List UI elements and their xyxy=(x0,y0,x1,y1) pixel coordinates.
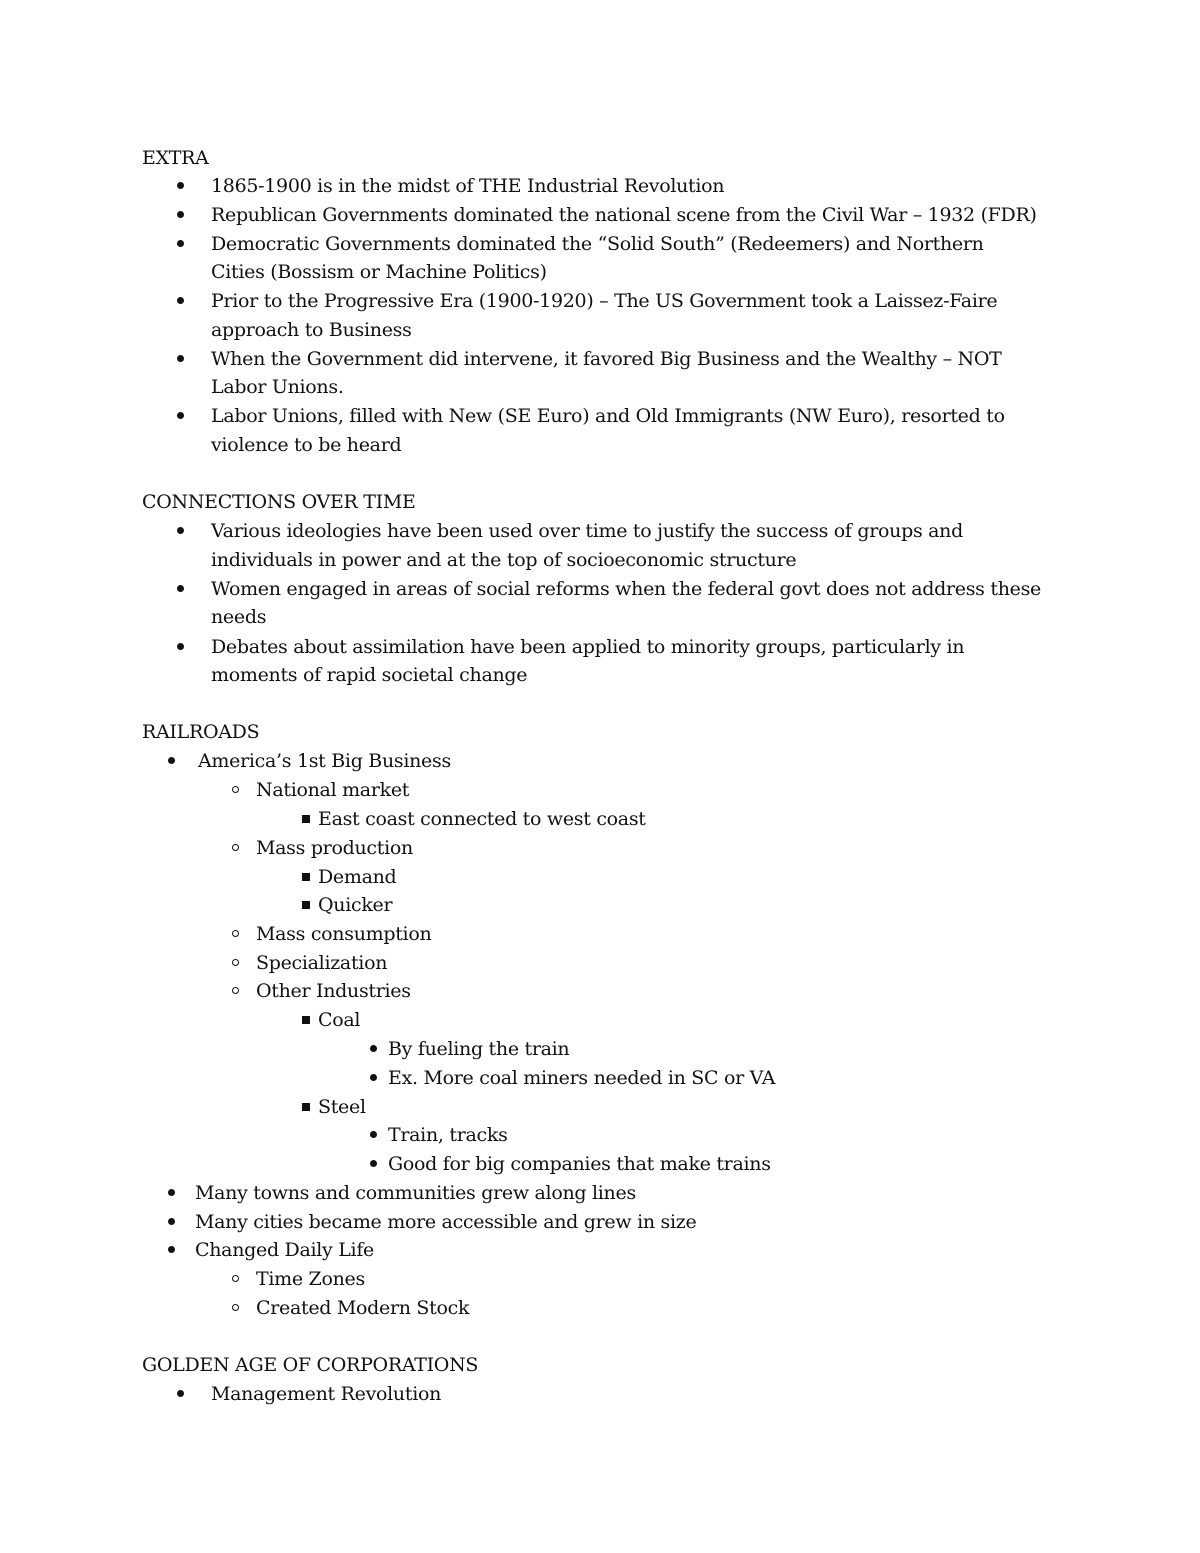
list-item-continuation: approach to Business xyxy=(211,319,412,341)
bullet-icon xyxy=(370,1131,377,1138)
list-item: Women engaged in areas of social reforms when the federal govt does not address these xyxy=(211,578,1041,600)
list-item: Democratic Governments dominated the “Solid South” (Redeemers) and Northern xyxy=(211,233,984,255)
circle-bullet-icon xyxy=(232,786,239,793)
list-item: Created Modern Stock xyxy=(256,1297,470,1319)
bullet-icon xyxy=(177,211,184,218)
list-item: Changed Daily Life xyxy=(195,1239,375,1261)
list-item: Quicker xyxy=(318,894,393,916)
bullet-icon xyxy=(177,240,184,247)
bullet-icon xyxy=(168,1246,175,1253)
bullet-icon xyxy=(370,1074,377,1081)
square-bullet-icon xyxy=(302,1103,310,1111)
list-item-continuation: individuals in power and at the top of socioeconomic structure xyxy=(211,549,797,571)
list-item-continuation: moments of rapid societal change xyxy=(211,664,528,686)
list-item: Mass production xyxy=(256,837,413,859)
list-item: When the Government did intervene, it favored Big Business and the Wealthy – NOT xyxy=(211,348,1002,370)
list-item: Other Industries xyxy=(256,980,411,1002)
square-bullet-icon xyxy=(302,1016,310,1024)
list-item: Good for big companies that make trains xyxy=(388,1153,771,1175)
section-title-golden-age-of-corporations: GOLDEN AGE OF CORPORATIONS xyxy=(142,1354,479,1376)
list-item: Steel xyxy=(318,1096,366,1118)
section-title-extra: EXTRA xyxy=(142,147,209,169)
circle-bullet-icon xyxy=(232,987,239,994)
list-item: Many cities became more accessible and grew in size xyxy=(195,1211,697,1233)
list-item: Train, tracks xyxy=(388,1124,508,1146)
square-bullet-icon xyxy=(302,815,310,823)
bullet-icon xyxy=(177,182,184,189)
list-item: Republican Governments dominated the national scene from the Civil War – 1932 (FDR) xyxy=(211,204,1037,226)
list-item: East coast connected to west coast xyxy=(318,808,646,830)
list-item: Ex. More coal miners needed in SC or VA xyxy=(388,1067,776,1089)
bullet-icon xyxy=(177,527,184,534)
list-item: National market xyxy=(256,779,410,801)
list-item-continuation: Labor Unions. xyxy=(211,376,344,398)
list-item: Various ideologies have been used over time to justify the success of groups and xyxy=(211,520,963,542)
square-bullet-icon xyxy=(302,873,310,881)
circle-bullet-icon xyxy=(232,1304,239,1311)
list-item-continuation: violence to be heard xyxy=(211,434,402,456)
bullet-icon xyxy=(177,1390,184,1397)
list-item: Management Revolution xyxy=(211,1383,442,1405)
list-item: Debates about assimilation have been applied to minority groups, particularly in xyxy=(211,636,965,658)
list-item: Labor Unions, filled with New (SE Euro) and Old Immigrants (NW Euro), resorted to xyxy=(211,405,1005,427)
list-item: America’s 1st Big Business xyxy=(198,750,451,772)
bullet-icon xyxy=(177,643,184,650)
circle-bullet-icon xyxy=(232,1275,239,1282)
list-item: Prior to the Progressive Era (1900-1920) – The US Government took a Laissez-Faire xyxy=(211,290,998,312)
list-item: By fueling the train xyxy=(388,1038,570,1060)
list-item-continuation: needs xyxy=(211,606,267,628)
bullet-icon xyxy=(370,1160,377,1167)
bullet-icon xyxy=(370,1045,377,1052)
list-item: Many towns and communities grew along lines xyxy=(195,1182,636,1204)
list-item: Coal xyxy=(318,1009,361,1031)
bullet-icon xyxy=(177,297,184,304)
bullet-icon xyxy=(168,1189,175,1196)
bullet-icon xyxy=(177,355,184,362)
bullet-icon xyxy=(168,1218,175,1225)
list-item: Time Zones xyxy=(256,1268,365,1290)
list-item: Specialization xyxy=(256,952,388,974)
list-item: 1865-1900 is in the midst of THE Industrial Revolution xyxy=(211,175,725,197)
section-title-connections-over-time: CONNECTIONS OVER TIME xyxy=(142,491,416,513)
bullet-icon xyxy=(168,757,175,764)
square-bullet-icon xyxy=(302,901,310,909)
list-item-continuation: Cities (Bossism or Machine Politics) xyxy=(211,261,547,283)
list-item: Demand xyxy=(318,866,397,888)
list-item: Mass consumption xyxy=(256,923,432,945)
bullet-icon xyxy=(177,585,184,592)
section-title-railroads: RAILROADS xyxy=(142,721,260,743)
circle-bullet-icon xyxy=(232,844,239,851)
circle-bullet-icon xyxy=(232,959,239,966)
circle-bullet-icon xyxy=(232,930,239,937)
bullet-icon xyxy=(177,412,184,419)
